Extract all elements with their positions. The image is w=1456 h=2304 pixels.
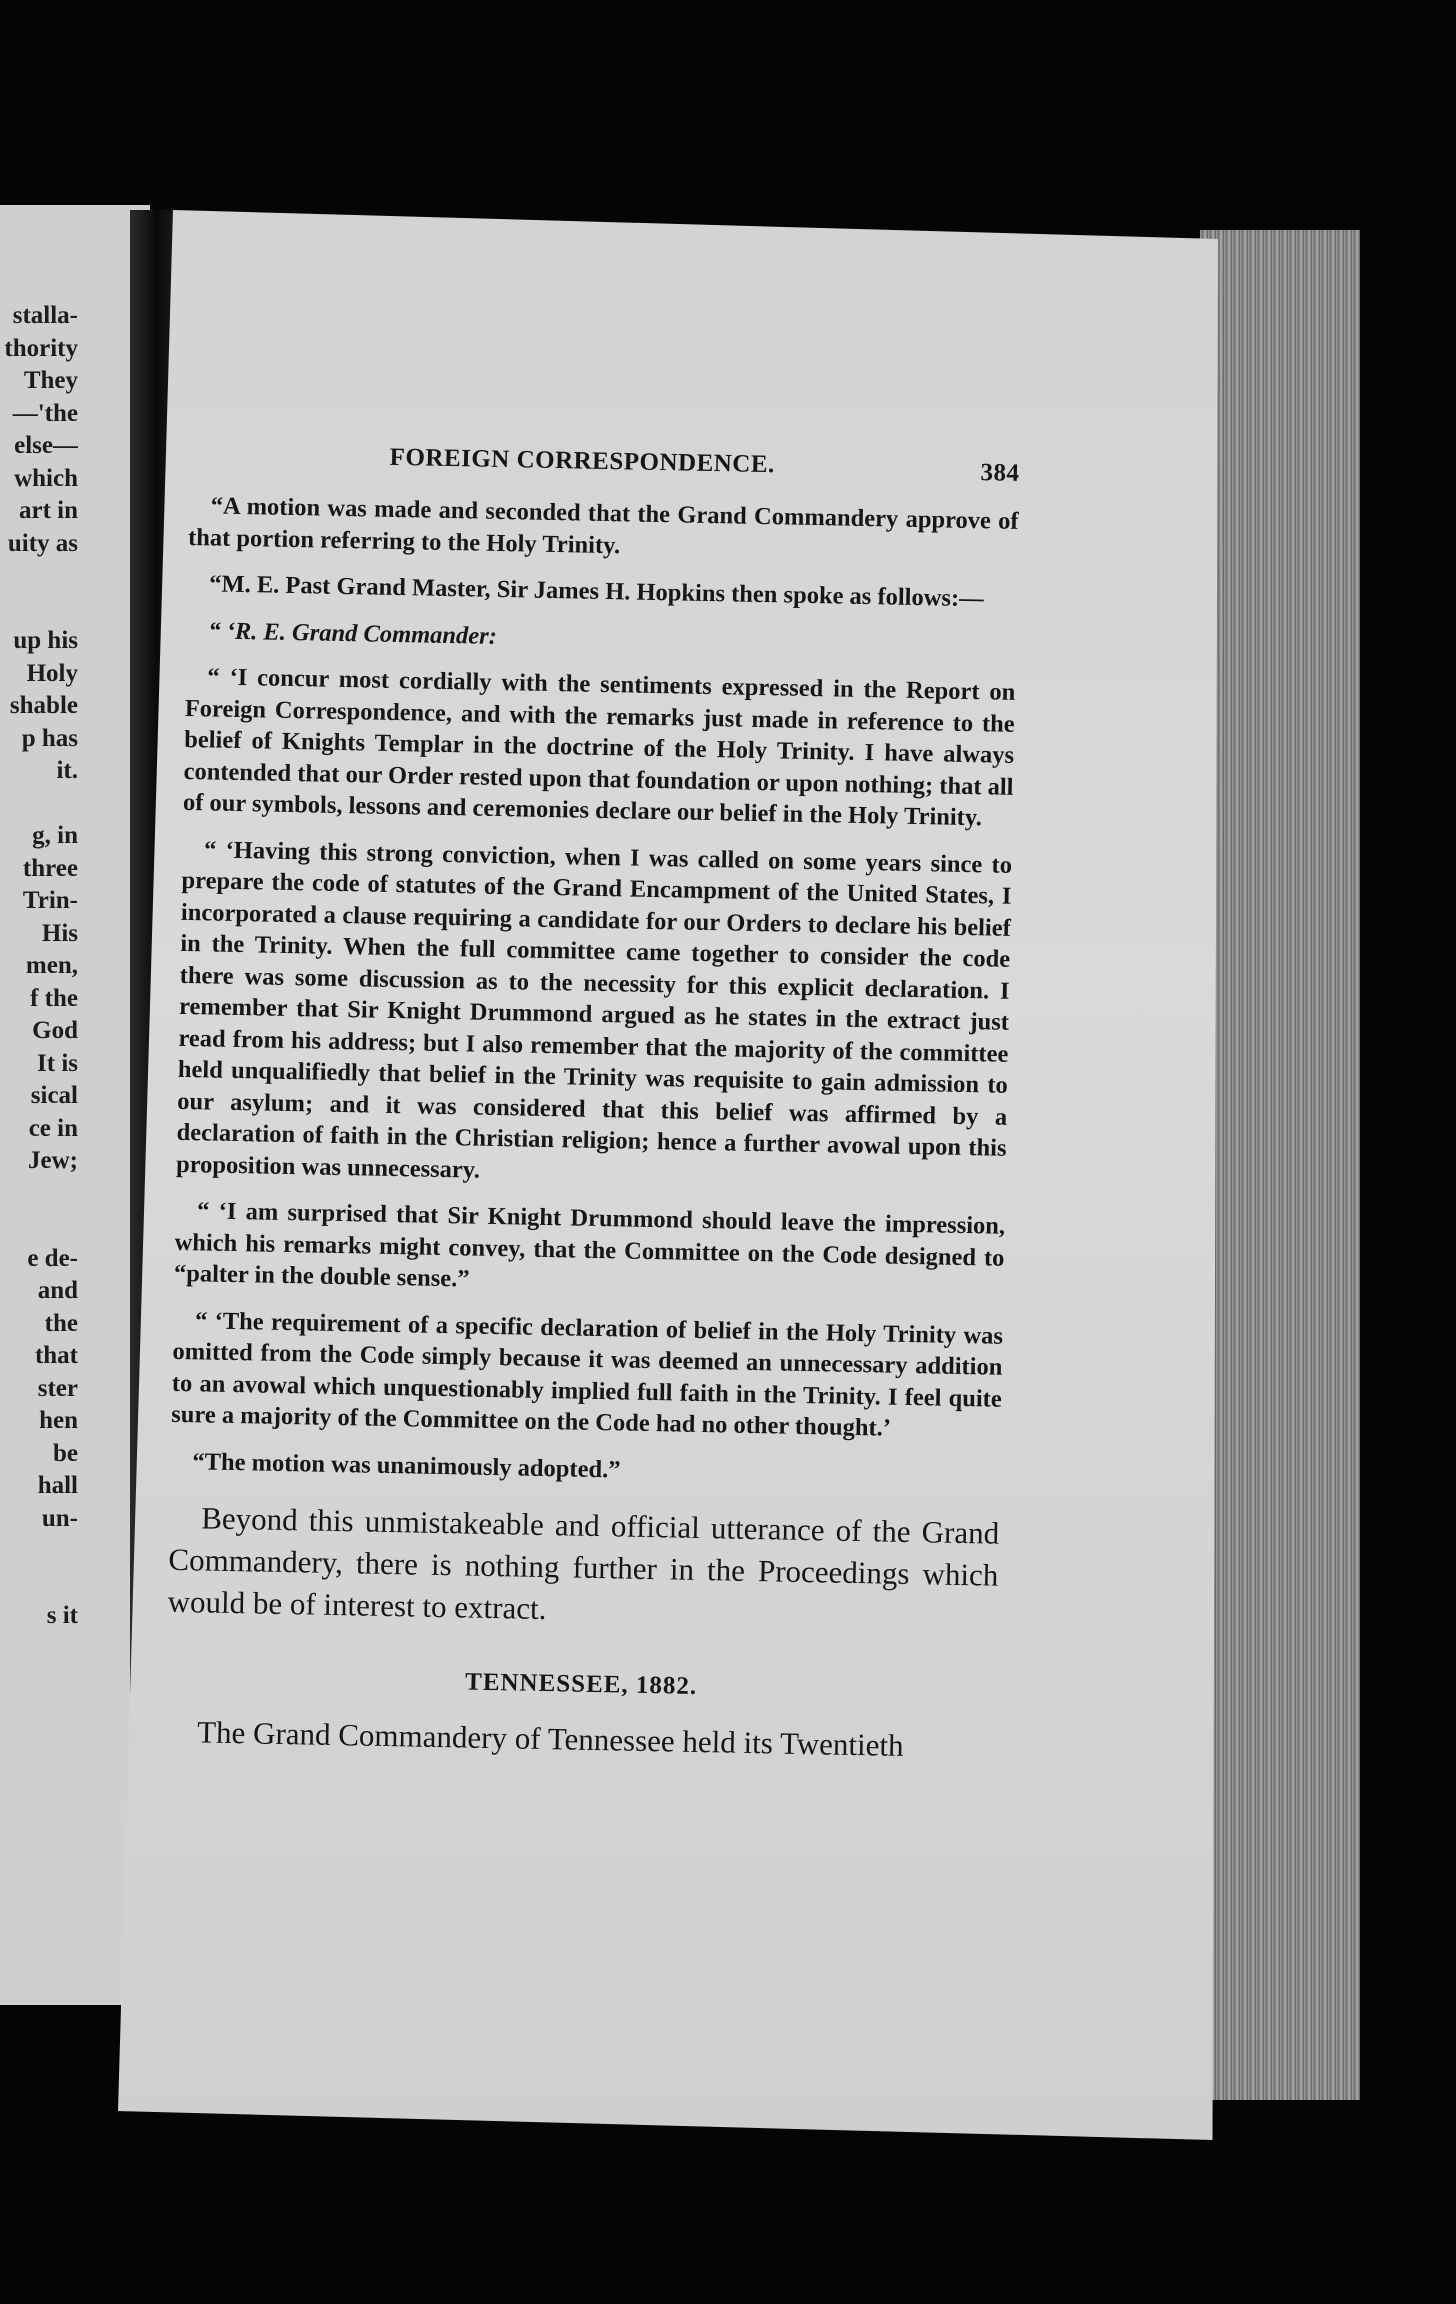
left-text-line: art in bbox=[18, 497, 78, 524]
left-text-line: g, in bbox=[32, 822, 78, 849]
left-text-line: They bbox=[23, 367, 78, 394]
left-text-line: God bbox=[32, 1017, 78, 1044]
left-text-line bbox=[0, 788, 78, 821]
left-text-line: and bbox=[37, 1277, 78, 1304]
left-text-line: s it bbox=[46, 1602, 78, 1629]
left-text-line: which bbox=[14, 464, 78, 492]
left-text-line: Trin- bbox=[22, 887, 78, 914]
paragraph: “A motion was made and seconded that the Grand Commandery approve of that portion referring to the Holy Trinity. bbox=[187, 492, 1019, 559]
left-text-line: that bbox=[34, 1342, 78, 1369]
left-text-line: up his bbox=[13, 627, 78, 654]
page-content bbox=[165, 440, 1020, 1769]
salutation: “ ‘R. E. Grand Commander: bbox=[208, 616, 498, 650]
left-text-line bbox=[0, 1210, 78, 1243]
left-text-line: it. bbox=[56, 757, 78, 784]
left-text-line bbox=[0, 593, 78, 626]
paragraph: “ ‘I concur most cordially with the sentiments expressed in the Report on Foreign Correspondence, and with the remarks just made in reference to the belief of Knights Templar in the doctrine of the Holy Trinity. I have always contended that our Order rested upon that foundation or upon nothing; that all of our symbols, lessons and ceremonies declare our belief in the Holy Trinity. bbox=[182, 663, 1016, 832]
paragraph: “ ‘The requirement of a specific declaration of belief in the Holy Trinity was omitted from the Code simply because it was deemed an unnecessary addition to an avowal which unquestionably implied full faith in the Trinity. I feel quite sure a majority of the Committee on the Code had no other thought.’ bbox=[171, 1306, 1004, 1442]
left-text-line: Jew; bbox=[28, 1147, 78, 1174]
left-text-line: His bbox=[41, 919, 78, 947]
left-page-text bbox=[0, 300, 78, 1633]
left-text-line: f the bbox=[30, 984, 78, 1012]
left-text-line: three bbox=[22, 854, 78, 882]
left-text-line: thority bbox=[4, 334, 78, 362]
left-text-line: be bbox=[53, 1439, 78, 1467]
left-text-line: e de- bbox=[27, 1244, 78, 1272]
left-text-line bbox=[0, 1178, 78, 1211]
left-text-line: ster bbox=[37, 1374, 78, 1402]
left-text-line: —'the bbox=[12, 399, 78, 427]
left-text-line: else— bbox=[14, 432, 78, 459]
left-text-line: the bbox=[44, 1309, 78, 1337]
closing-paragraph: Beyond this unmistakeable and official utterance of the Grand Commandery, there is nothing further in the Proceedings which would be of interest to extract. bbox=[167, 1500, 1000, 1627]
left-text-line: sical bbox=[30, 1082, 78, 1109]
left-text-line: Holy bbox=[26, 659, 78, 687]
paragraph: “ ‘I am surprised that Sir Knight Drummond should leave the impression, which his remarks might convey, that the Committee on the Code designed to “palter in the double sense.” bbox=[173, 1197, 1006, 1293]
left-text-line: men, bbox=[25, 952, 78, 979]
paragraph: “The motion was unanimously adopted.” bbox=[192, 1447, 621, 1483]
left-text-line: un- bbox=[41, 1504, 78, 1532]
left-text-line: p has bbox=[21, 724, 78, 752]
left-text-line: uity as bbox=[7, 529, 78, 557]
left-text-line: hen bbox=[39, 1407, 78, 1434]
paragraph: “M. E. Past Grand Master, Sir James H. Hopkins then spoke as follows:— bbox=[208, 570, 984, 613]
left-text-line: shable bbox=[9, 692, 78, 719]
left-text-line: ce in bbox=[28, 1114, 78, 1142]
left-text-line bbox=[0, 1535, 78, 1568]
page-edges bbox=[1200, 230, 1360, 2100]
page-number: 384 bbox=[980, 459, 1020, 487]
left-text-line: It is bbox=[37, 1049, 78, 1077]
paragraph: “ ‘Having this strong conviction, when I was called on some years since to prepare the code of statutes of the Grand Encampment of the United States, I incorporated a clause requiring a candidate for our Orders to declare his belief in the Trinity. When the full committee came together to consider the code there was some discussion as to the necessity for this explicit declaration. I remember that Sir Knight Drummond argued as he states in the extract just read from his address; but I also remember that the majority of the committee held unqualifiedly that belief in the Trinity was requisite to gain admission to our asylum; and it was considered that this belief was affirmed by a declaration of faith in the Christian religion; hence a further avowal upon this proposition was unnecessary. bbox=[175, 835, 1013, 1184]
running-title: FOREIGN CORRESPONDENCE. bbox=[389, 443, 776, 479]
left-text-line: stalla- bbox=[12, 302, 78, 329]
left-text-line bbox=[0, 1568, 78, 1601]
section-heading: TENNESSEE, 1882. bbox=[464, 1668, 698, 1700]
left-text-line bbox=[0, 560, 78, 593]
closing-section bbox=[167, 1497, 999, 1639]
final-line: The Grand Commandery of Tennessee held its Twentieth bbox=[196, 1714, 904, 1763]
left-text-line: hall bbox=[37, 1472, 78, 1499]
quoted-proceedings bbox=[170, 490, 1019, 1493]
